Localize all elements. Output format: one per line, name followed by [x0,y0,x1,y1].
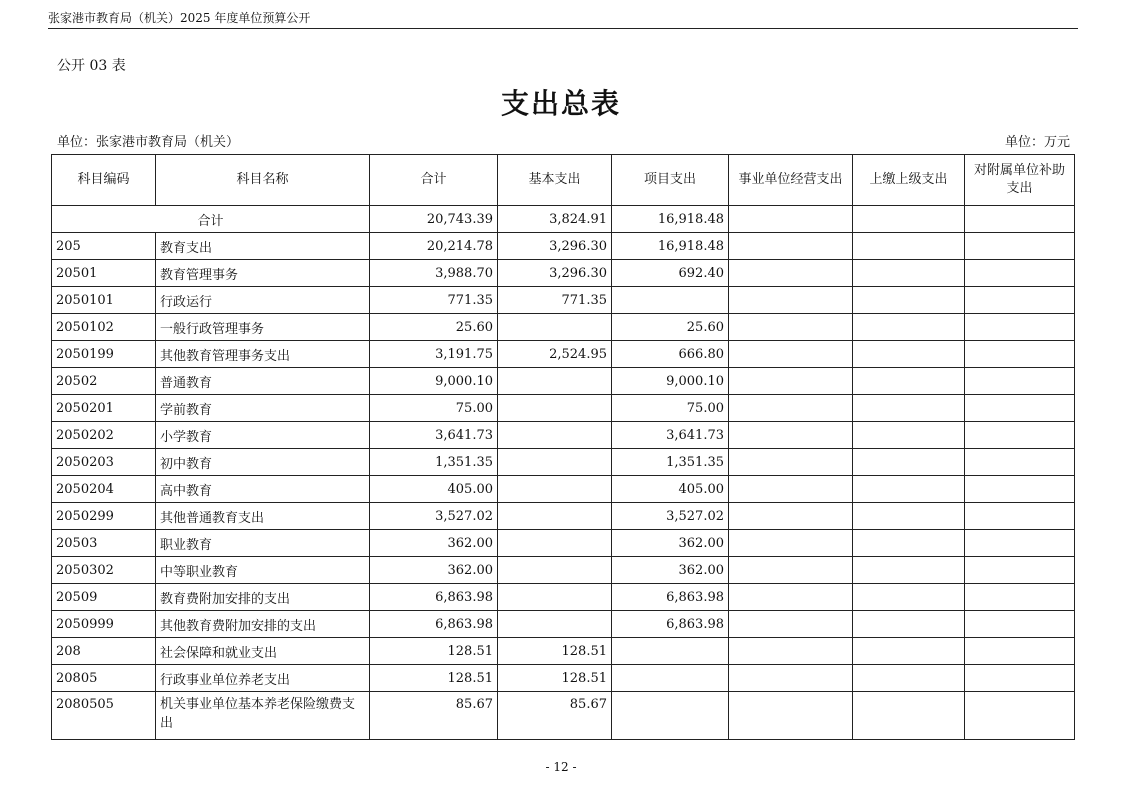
cell-total: 362.00 [370,530,498,557]
cell-project: 3,641.73 [612,422,729,449]
cell-project: 362.00 [612,557,729,584]
cell-total: 20,214.78 [370,233,498,260]
cell-total: 405.00 [370,476,498,503]
cell-project: 6,863.98 [612,584,729,611]
cell-basic [498,584,612,611]
cell-business [729,395,853,422]
header-divider [48,28,1078,29]
column-header-upper: 上缴上级支出 [853,155,965,206]
column-header-total: 合计 [370,155,498,206]
cell-subsidy [965,260,1075,287]
cell-basic [498,449,612,476]
cell-subsidy [965,422,1075,449]
cell-subsidy [965,611,1075,638]
cell-project: 1,351.35 [612,449,729,476]
cell-basic [498,368,612,395]
total-row-subsidy [965,206,1075,233]
cell-name: 其他教育管理事务支出 [156,341,370,368]
cell-upper [853,422,965,449]
page-number: - 12 - [545,760,577,774]
table-row [52,611,1075,638]
cell-code: 2050102 [52,314,156,341]
table-row [52,260,1075,287]
cell-subsidy [965,341,1075,368]
column-header-business: 事业单位经营支出 [729,155,853,206]
cell-subsidy [965,287,1075,314]
cell-subsidy [965,368,1075,395]
total-row-upper [853,206,965,233]
cell-business [729,503,853,530]
cell-project: 9,000.10 [612,368,729,395]
cell-basic: 2,524.95 [498,341,612,368]
document-header-title: 张家港市教育局（机关）2025 年度单位预算公开 [48,11,311,25]
table-row [52,314,1075,341]
cell-business [729,341,853,368]
cell-total: 85.67 [370,692,498,740]
total-row-business [729,206,853,233]
cell-subsidy [965,503,1075,530]
unit-label-right: 单位：万元 [1004,135,1070,150]
cell-project: 362.00 [612,530,729,557]
cell-upper [853,368,965,395]
cell-code: 20509 [52,584,156,611]
total-row-label: 合计 [52,206,370,233]
cell-upper [853,395,965,422]
cell-name: 其他教育费附加安排的支出 [156,611,370,638]
table-row [52,557,1075,584]
cell-name: 职业教育 [156,530,370,557]
cell-subsidy [965,530,1075,557]
cell-name: 教育管理事务 [156,260,370,287]
cell-project: 25.60 [612,314,729,341]
cell-basic [498,476,612,503]
cell-name: 学前教育 [156,395,370,422]
cell-name: 其他普通教育支出 [156,503,370,530]
cell-basic: 128.51 [498,665,612,692]
cell-upper [853,692,965,740]
cell-subsidy [965,314,1075,341]
cell-code: 20805 [52,665,156,692]
cell-subsidy [965,233,1075,260]
table-row [52,665,1075,692]
cell-code: 208 [52,638,156,665]
cell-code: 2050203 [52,449,156,476]
cell-upper [853,449,965,476]
cell-basic [498,611,612,638]
cell-business [729,530,853,557]
cell-business [729,260,853,287]
cell-name: 机关事业单位基本养老保险缴费支出 [156,692,370,740]
cell-name: 社会保障和就业支出 [156,638,370,665]
cell-code: 2050199 [52,341,156,368]
cell-basic [498,530,612,557]
cell-total: 3,527.02 [370,503,498,530]
total-row-project: 16,918.48 [612,206,729,233]
table-row [52,530,1075,557]
table-header-row [52,155,1075,206]
cell-basic [498,395,612,422]
cell-basic [498,557,612,584]
cell-name: 高中教育 [156,476,370,503]
cell-name: 教育费附加安排的支出 [156,584,370,611]
table-row [52,368,1075,395]
unit-label-left: 单位：张家港市教育局（机关） [57,135,240,150]
total-row [52,206,1075,233]
cell-subsidy [965,692,1075,740]
cell-project: 666.80 [612,341,729,368]
cell-subsidy [965,584,1075,611]
cell-basic [498,503,612,530]
table-row [52,638,1075,665]
cell-code: 20503 [52,530,156,557]
cell-upper [853,260,965,287]
cell-upper [853,611,965,638]
cell-upper [853,530,965,557]
cell-name: 中等职业教育 [156,557,370,584]
cell-total: 9,000.10 [370,368,498,395]
table-number: 公开 03 表 [57,58,126,74]
cell-code: 20501 [52,260,156,287]
cell-business [729,638,853,665]
cell-upper [853,665,965,692]
cell-code: 2050204 [52,476,156,503]
cell-business [729,557,853,584]
cell-total: 128.51 [370,638,498,665]
cell-basic [498,422,612,449]
cell-upper [853,314,965,341]
table-row [52,503,1075,530]
cell-total: 1,351.35 [370,449,498,476]
cell-business [729,476,853,503]
cell-code: 2050302 [52,557,156,584]
cell-total: 75.00 [370,395,498,422]
cell-business [729,584,853,611]
cell-code: 2050201 [52,395,156,422]
table-row [52,422,1075,449]
cell-name: 一般行政管理事务 [156,314,370,341]
cell-total: 3,641.73 [370,422,498,449]
cell-total: 6,863.98 [370,584,498,611]
cell-total: 362.00 [370,557,498,584]
cell-code: 2050101 [52,287,156,314]
page-title: 支出总表 [500,87,621,120]
cell-business [729,287,853,314]
cell-basic: 3,296.30 [498,260,612,287]
cell-business [729,233,853,260]
cell-upper [853,503,965,530]
cell-basic [498,314,612,341]
cell-project [612,665,729,692]
table-row [52,692,1075,740]
total-row-total: 20,743.39 [370,206,498,233]
cell-code: 2080505 [52,692,156,740]
cell-code: 2050999 [52,611,156,638]
cell-name: 行政运行 [156,287,370,314]
cell-business [729,449,853,476]
column-header-name: 科目名称 [156,155,370,206]
cell-project: 3,527.02 [612,503,729,530]
cell-code: 20502 [52,368,156,395]
cell-name: 行政事业单位养老支出 [156,665,370,692]
cell-business [729,611,853,638]
cell-project [612,287,729,314]
column-header-project: 项目支出 [612,155,729,206]
table-row [52,584,1075,611]
cell-business [729,368,853,395]
column-header-basic: 基本支出 [498,155,612,206]
cell-business [729,692,853,740]
cell-subsidy [965,638,1075,665]
cell-basic: 85.67 [498,692,612,740]
cell-name: 初中教育 [156,449,370,476]
cell-code: 2050202 [52,422,156,449]
cell-project: 6,863.98 [612,611,729,638]
table-row [52,287,1075,314]
cell-name: 教育支出 [156,233,370,260]
cell-project: 16,918.48 [612,233,729,260]
cell-subsidy [965,395,1075,422]
cell-upper [853,233,965,260]
cell-project: 405.00 [612,476,729,503]
cell-business [729,314,853,341]
expenditure-table [51,154,1075,740]
column-header-subsidy: 对附属单位补助支出 [965,155,1075,206]
cell-upper [853,584,965,611]
cell-total: 128.51 [370,665,498,692]
cell-total: 771.35 [370,287,498,314]
cell-project: 692.40 [612,260,729,287]
cell-code: 2050299 [52,503,156,530]
cell-project [612,638,729,665]
cell-upper [853,476,965,503]
cell-total: 6,863.98 [370,611,498,638]
cell-upper [853,557,965,584]
cell-basic: 771.35 [498,287,612,314]
cell-total: 3,191.75 [370,341,498,368]
cell-subsidy [965,665,1075,692]
cell-subsidy [965,476,1075,503]
cell-project [612,692,729,740]
cell-upper [853,341,965,368]
cell-business [729,665,853,692]
cell-basic: 3,296.30 [498,233,612,260]
cell-name: 小学教育 [156,422,370,449]
cell-upper [853,638,965,665]
table-row [52,233,1075,260]
cell-subsidy [965,449,1075,476]
cell-name: 普通教育 [156,368,370,395]
cell-basic: 128.51 [498,638,612,665]
table-row [52,449,1075,476]
cell-upper [853,287,965,314]
cell-project: 75.00 [612,395,729,422]
table-row [52,395,1075,422]
column-header-code: 科目编码 [52,155,156,206]
cell-code: 205 [52,233,156,260]
cell-total: 25.60 [370,314,498,341]
total-row-basic: 3,824.91 [498,206,612,233]
table-row [52,341,1075,368]
cell-total: 3,988.70 [370,260,498,287]
cell-subsidy [965,557,1075,584]
cell-business [729,422,853,449]
table-row [52,476,1075,503]
